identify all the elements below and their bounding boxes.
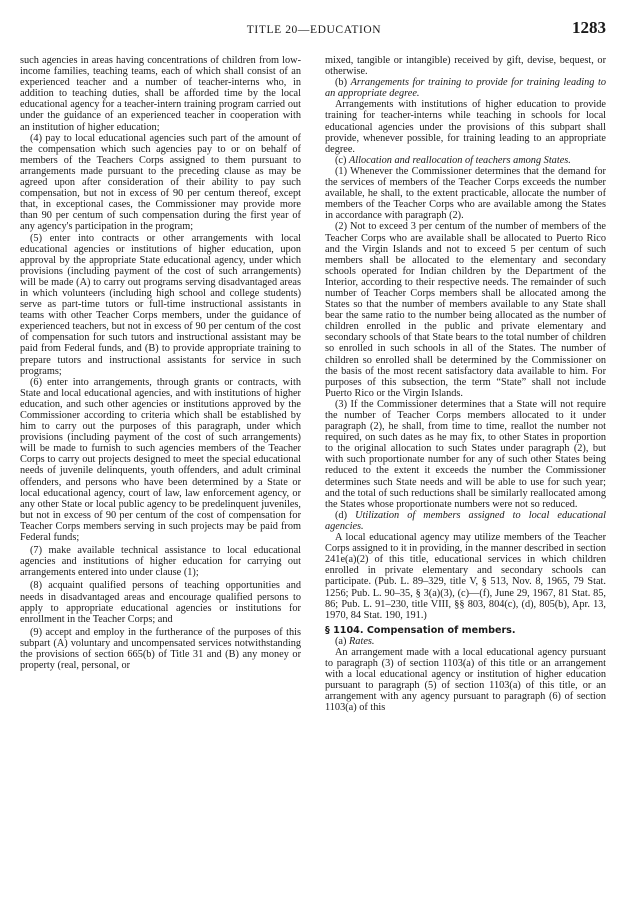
running-header bbox=[22, 18, 606, 42]
subsection-title: Arrangements for training to provide for training leading to an appropriate degree. bbox=[325, 77, 606, 100]
paragraph: (3) If the Commissioner determines that a State will not require the number of Teacher Corps members allocated to it under paragraph (2), he shall, from time to time, reallot the number not required, on such dates as he may fix, to other States in proportion to the original allocation to such States under paragraph (2), but with such proportionate number for any of such other States being reduced to the extent it exceeds the number the Commissioner determines such State needs and will be able to use for such year; and the total of such reductions shall be similarly reallocated among the States whose proportionate numbers were not so reduced. bbox=[325, 398, 606, 510]
subsection-label: (c) bbox=[335, 154, 347, 166]
paragraph: mixed, tangible or intangible) received by gift, devise, bequest, or otherwise. bbox=[325, 55, 606, 78]
subsection-label: (b) bbox=[335, 77, 348, 89]
paragraph: (9) accept and employ in the furtherance of the purposes of this subpart (A) voluntary and uncompensated services notwithstanding the provisions of section 665(b) of Title 31 and (B) any money or property (real, personal, or bbox=[20, 626, 301, 672]
page-number: 1283 bbox=[572, 18, 606, 37]
paragraph: such agencies in areas having concentrations of children from low-income families, teaching teams, each of which shall consist of an experienced teacher and a number of teacher-interns who, in addition to teaching duties, shall be afforded time by the local educational agency for a teacher-intern training program carried out under the guidance of an experienced teacher in cooperation with an institution of higher education; bbox=[20, 55, 301, 133]
paragraph: (7) make available technical assistance to local educational agencies and institutions of higher education for carrying out arrangements entered into under clause (1); bbox=[20, 545, 301, 579]
paragraph: (5) enter into contracts or other arrangements with local educational agencies or institutions of higher education, upon approval by the appropriate State educational agency, under which provisions (including payment of the cost of such arrangements) will be made (A) to carry out programs serving disadvantaged areas in which volunteers (including high school and college students) serve as part-time tutors or full-time instructional assistants in teams with other Teacher Corps members, under the guidance of experienced teachers, but not in excess of 90 per centum of the cost of compensation for such tutors and instructional assistant may be paid from Federal funds, and (B) to provide appropriate training to prepare tutors and instructional assistants for service in such programs; bbox=[20, 232, 301, 377]
right-column bbox=[325, 55, 606, 907]
paragraph: (8) acquaint qualified persons of teaching opportunities and needs in disadvantaged areas and encourage qualified persons to apply to appropriate educational agencies or institutions for enrollment in the Teacher Corps; and bbox=[20, 580, 301, 625]
subsection-heading bbox=[325, 77, 606, 99]
subsection-title: Allocation and reallocation of teachers among States. bbox=[349, 154, 571, 166]
subsection-title: Rates. bbox=[349, 635, 375, 647]
running-title: TITLE 20—EDUCATION bbox=[246, 24, 382, 36]
subsection-heading bbox=[325, 636, 606, 647]
section-heading: § 1104. Compensation of members. bbox=[325, 624, 516, 636]
left-column bbox=[20, 55, 301, 907]
subsection-heading bbox=[325, 155, 606, 166]
paragraph: (6) enter into arrangements, through grants or contracts, with State and local educational agencies, and with institutions of higher education, and such other agencies or institutions approved by the Commissioner according to criteria which shall be established by him to carry out the purposes of this paragraph, under which provisions (including payment of the cost of such arrangements) will be made to furnish to such agencies members of the Teacher Corps to carry out projects designed to meet the special educational needs of juvenile delinquents, youth offenders, and adult criminal offenders, and persons who have been determined by a State or local educational agency, court of law, law enforcement agency, or any other State or local public agency to be predelinquent juveniles, but not in excess of 90 per centum of the cost of compensation for Teacher Corps members serving in such projects may be paid from Federal funds; bbox=[20, 376, 301, 544]
paragraph: (1) Whenever the Commissioner determines that the demand for the services of members of the Teacher Corps exceeds the number available, he shall, to the extent practicable, allocate the number of members of the Teacher Corps who are available among the States in accordance with paragraph (2). bbox=[325, 165, 606, 222]
paragraph: (2) Not to exceed 3 per centum of the number of members of the Teacher Corps who are available shall be allocated to Puerto Rico and the Virgin Islands and not to exceed 5 per centum of such members shall be allocated to the elementary and secondary schools operated for Indian children by the Department of the Interior, according to their respective needs. The remainder of such number of Teacher Corps members shall be allocated among the States so that the number of members available to any State shall bear the same ratio to the number being allocated as the number of children enrolled in the public and private elementary and secondary schools of that State bears to the total number of children so enrolled in such schools in all of the States. The number of children so enrolled shall be determined by the Commissioner on the basis of the most recent satisfactory data available to him. For purposes of this subsection, the term “State” shall not include Puerto Rico or the Virgin Islands. bbox=[325, 221, 606, 399]
paragraph: Arrangements with institutions of higher education to provide training for teacher-interns while teaching in schools for local educational agencies under the provisions of this subpart shall provide, whenever possible, for training leading to an appropriate degree. bbox=[325, 99, 606, 155]
paragraph: An arrangement made with a local educational agency pursuant to paragraph (3) of section 1103(a) of this title or an arrangement with a local educational agency or institution of higher education pursuant to paragraph (5) of section 1103(a) of this title, or an arrangement with any agency pursuant to paragraph (6) of section 1103(a) of this bbox=[325, 646, 606, 714]
paragraph: A local educational agency may utilize members of the Teacher Corps assigned to it in providing, in the manner described in section 241e(a)(2) of this title, educational services in which children enrolled in private elementary and secondary schools can participate. (Pub. L. 89–329, title V, § 513, Nov. 8, 1965, 79 Stat. 1256; Pub. L. 90–35, § 3(a)(3), (c)—(f), June 29, 1967, 81 Stat. 85, 86; Pub. L. 91–230, title VIII, §§ 803, 804(c), (d), 805(b), Apr. 13, 1970, 84 Stat. 190, 191.) bbox=[325, 532, 606, 621]
subsection-label: (d) bbox=[335, 509, 348, 521]
paragraph: (4) pay to local educational agencies such part of the amount of the compensation which such agencies pay to or on behalf of members of the Teachers Corps assigned to them pursuant to arrangements made pursuant to the preceding clause as may be agreed upon after consideration of their ability to pay such compensation, but not in excess of 90 per centum thereof, except that, in exceptional cases, the Commissioner may provide more than 90 per centum of such compensation during the first year of any agency's participation in the program; bbox=[20, 132, 301, 233]
subsection-heading bbox=[325, 510, 606, 532]
subsection-title: Utilization of members assigned to local educational agencies. bbox=[325, 509, 606, 532]
subsection-label: (a) bbox=[335, 635, 347, 647]
